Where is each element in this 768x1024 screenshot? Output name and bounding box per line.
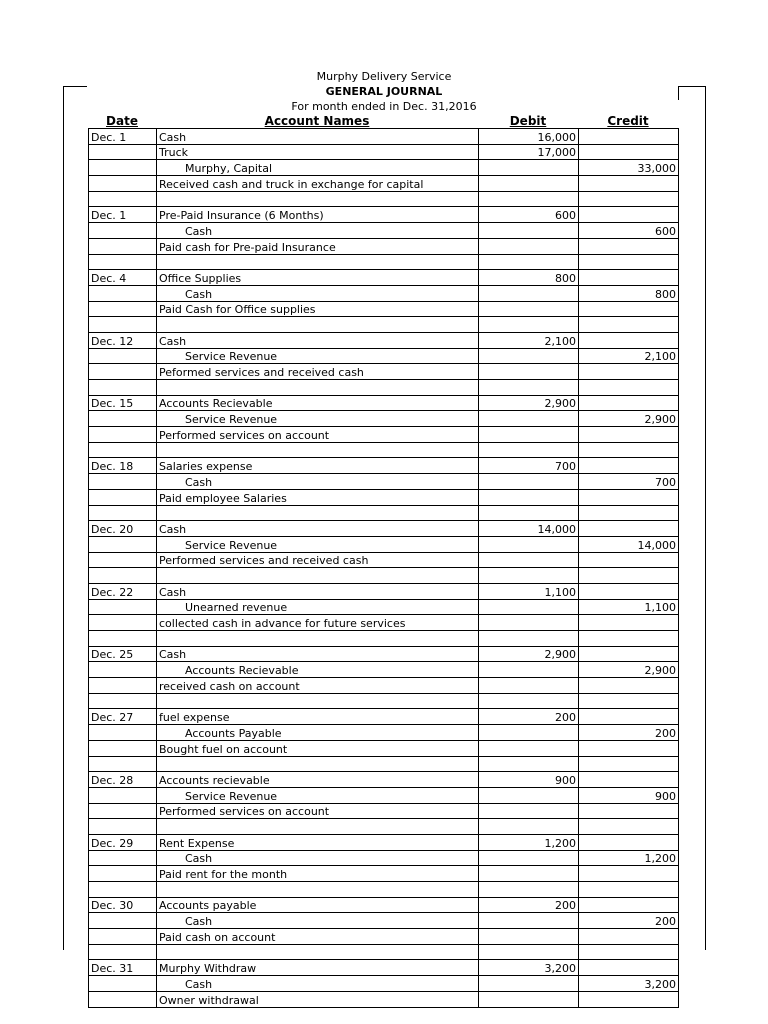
table-row bbox=[89, 913, 679, 929]
debit-cell bbox=[479, 536, 579, 552]
table-row bbox=[89, 725, 679, 741]
date-cell: Dec. 25 bbox=[89, 646, 157, 662]
credit-cell bbox=[579, 991, 679, 1007]
debit-cell: 14,000 bbox=[479, 521, 579, 537]
journal-body bbox=[89, 129, 679, 1008]
table-row bbox=[89, 348, 679, 364]
blank-cell bbox=[579, 756, 679, 772]
blank-cell bbox=[579, 568, 679, 584]
table-row bbox=[89, 834, 679, 850]
blank-row bbox=[89, 317, 679, 333]
credit-cell: 200 bbox=[579, 725, 679, 741]
account-cell: Accounts payable bbox=[157, 897, 479, 913]
blank-cell bbox=[579, 693, 679, 709]
debit-cell: 800 bbox=[479, 270, 579, 286]
credit-cell: 600 bbox=[579, 223, 679, 239]
credit-cell bbox=[579, 270, 679, 286]
credit-cell: 2,900 bbox=[579, 411, 679, 427]
date-cell bbox=[89, 991, 157, 1007]
blank-cell bbox=[479, 505, 579, 521]
credit-cell: 900 bbox=[579, 787, 679, 803]
blank-row bbox=[89, 631, 679, 647]
blank-cell bbox=[479, 631, 579, 647]
date-cell bbox=[89, 929, 157, 945]
blank-cell bbox=[157, 380, 479, 396]
table-row bbox=[89, 207, 679, 223]
date-cell bbox=[89, 238, 157, 254]
debit-cell bbox=[479, 976, 579, 992]
date-cell: Dec. 1 bbox=[89, 207, 157, 223]
account-cell: Cash bbox=[157, 976, 479, 992]
blank-cell bbox=[157, 568, 479, 584]
memo-row bbox=[89, 364, 679, 380]
account-cell: Unearned revenue bbox=[157, 599, 479, 615]
blank-cell bbox=[479, 882, 579, 898]
debit-cell bbox=[479, 740, 579, 756]
credit-cell bbox=[579, 129, 679, 145]
date-cell bbox=[89, 913, 157, 929]
date-cell bbox=[89, 850, 157, 866]
account-cell: Accounts Recievable bbox=[157, 395, 479, 411]
company-name: Murphy Delivery Service bbox=[316, 70, 452, 83]
credit-cell bbox=[579, 583, 679, 599]
table-row bbox=[89, 144, 679, 160]
memo-cell: Received cash and truck in exchange for capital bbox=[157, 176, 479, 192]
credit-cell bbox=[579, 364, 679, 380]
credit-cell: 1,200 bbox=[579, 850, 679, 866]
memo-cell: Paid cash on account bbox=[157, 929, 479, 945]
memo-cell: Owner withdrawal bbox=[157, 991, 479, 1007]
date-cell bbox=[89, 678, 157, 694]
column-header-account: Account Names bbox=[264, 114, 370, 128]
account-cell: Cash bbox=[157, 913, 479, 929]
credit-cell bbox=[579, 521, 679, 537]
date-cell bbox=[89, 599, 157, 615]
account-cell: Cash bbox=[157, 583, 479, 599]
blank-row bbox=[89, 191, 679, 207]
blank-cell bbox=[89, 191, 157, 207]
credit-cell bbox=[579, 709, 679, 725]
blank-cell bbox=[479, 442, 579, 458]
blank-cell bbox=[157, 944, 479, 960]
memo-row bbox=[89, 866, 679, 882]
memo-row bbox=[89, 427, 679, 443]
blank-cell bbox=[579, 380, 679, 396]
credit-cell bbox=[579, 332, 679, 348]
account-cell: Pre-Paid Insurance (6 Months) bbox=[157, 207, 479, 223]
blank-row bbox=[89, 882, 679, 898]
memo-cell: Paid rent for the month bbox=[157, 866, 479, 882]
blank-row bbox=[89, 442, 679, 458]
credit-cell bbox=[579, 238, 679, 254]
blank-cell bbox=[157, 631, 479, 647]
blank-cell bbox=[89, 882, 157, 898]
blank-cell bbox=[157, 819, 479, 835]
date-cell bbox=[89, 489, 157, 505]
date-cell bbox=[89, 176, 157, 192]
blank-cell bbox=[579, 819, 679, 835]
memo-row bbox=[89, 803, 679, 819]
account-cell: Cash bbox=[157, 850, 479, 866]
account-cell: Cash bbox=[157, 646, 479, 662]
account-cell: Service Revenue bbox=[157, 348, 479, 364]
blank-cell bbox=[579, 505, 679, 521]
table-row bbox=[89, 474, 679, 490]
blank-cell bbox=[157, 254, 479, 270]
debit-cell: 1,200 bbox=[479, 834, 579, 850]
credit-cell bbox=[579, 176, 679, 192]
date-cell bbox=[89, 411, 157, 427]
debit-cell: 3,200 bbox=[479, 960, 579, 976]
blank-cell bbox=[89, 442, 157, 458]
table-row bbox=[89, 850, 679, 866]
blank-cell bbox=[579, 944, 679, 960]
date-cell: Dec. 1 bbox=[89, 129, 157, 145]
blank-cell bbox=[89, 317, 157, 333]
date-cell bbox=[89, 285, 157, 301]
credit-cell: 2,100 bbox=[579, 348, 679, 364]
blank-row bbox=[89, 568, 679, 584]
memo-cell: Bought fuel on account bbox=[157, 740, 479, 756]
date-cell bbox=[89, 144, 157, 160]
memo-cell: Performed services and received cash bbox=[157, 552, 479, 568]
debit-cell bbox=[479, 991, 579, 1007]
blank-row bbox=[89, 944, 679, 960]
date-cell bbox=[89, 662, 157, 678]
account-cell: Service Revenue bbox=[157, 787, 479, 803]
blank-cell bbox=[479, 944, 579, 960]
credit-cell: 2,900 bbox=[579, 662, 679, 678]
table-row bbox=[89, 160, 679, 176]
memo-row bbox=[89, 301, 679, 317]
debit-cell bbox=[479, 552, 579, 568]
debit-cell: 200 bbox=[479, 709, 579, 725]
table-row bbox=[89, 662, 679, 678]
table-row bbox=[89, 787, 679, 803]
blank-cell bbox=[579, 442, 679, 458]
date-cell: Dec. 30 bbox=[89, 897, 157, 913]
credit-cell: 1,100 bbox=[579, 599, 679, 615]
blank-row bbox=[89, 254, 679, 270]
credit-cell bbox=[579, 897, 679, 913]
debit-cell bbox=[479, 489, 579, 505]
blank-cell bbox=[579, 191, 679, 207]
table-row bbox=[89, 411, 679, 427]
blank-cell bbox=[89, 254, 157, 270]
debit-cell bbox=[479, 238, 579, 254]
date-cell: Dec. 27 bbox=[89, 709, 157, 725]
date-cell bbox=[89, 348, 157, 364]
account-cell: Accounts recievable bbox=[157, 772, 479, 788]
date-cell bbox=[89, 740, 157, 756]
debit-cell: 2,900 bbox=[479, 646, 579, 662]
blank-row bbox=[89, 693, 679, 709]
memo-row bbox=[89, 678, 679, 694]
account-cell: Salaries expense bbox=[157, 458, 479, 474]
blank-cell bbox=[579, 254, 679, 270]
blank-row bbox=[89, 819, 679, 835]
blank-cell bbox=[89, 693, 157, 709]
date-cell: Dec. 28 bbox=[89, 772, 157, 788]
account-cell: Murphy, Capital bbox=[157, 160, 479, 176]
date-cell bbox=[89, 474, 157, 490]
blank-cell bbox=[579, 882, 679, 898]
debit-cell bbox=[479, 850, 579, 866]
blank-row bbox=[89, 505, 679, 521]
credit-cell: 3,200 bbox=[579, 976, 679, 992]
debit-cell: 700 bbox=[479, 458, 579, 474]
blank-cell bbox=[479, 317, 579, 333]
debit-cell bbox=[479, 285, 579, 301]
debit-cell bbox=[479, 615, 579, 631]
debit-cell bbox=[479, 223, 579, 239]
debit-cell: 200 bbox=[479, 897, 579, 913]
frame-left-top bbox=[63, 86, 87, 87]
credit-cell bbox=[579, 615, 679, 631]
blank-cell bbox=[157, 756, 479, 772]
date-cell bbox=[89, 427, 157, 443]
table-row bbox=[89, 583, 679, 599]
blank-cell bbox=[89, 568, 157, 584]
memo-row bbox=[89, 489, 679, 505]
debit-cell bbox=[479, 678, 579, 694]
debit-cell bbox=[479, 866, 579, 882]
blank-cell bbox=[89, 631, 157, 647]
account-cell: Cash bbox=[157, 223, 479, 239]
account-cell: Truck bbox=[157, 144, 479, 160]
table-row bbox=[89, 285, 679, 301]
credit-cell bbox=[579, 489, 679, 505]
blank-cell bbox=[479, 254, 579, 270]
debit-cell: 17,000 bbox=[479, 144, 579, 160]
memo-cell: received cash on account bbox=[157, 678, 479, 694]
debit-cell bbox=[479, 662, 579, 678]
credit-cell: 800 bbox=[579, 285, 679, 301]
date-cell bbox=[89, 615, 157, 631]
memo-cell: collected cash in advance for future services bbox=[157, 615, 479, 631]
debit-cell: 16,000 bbox=[479, 129, 579, 145]
memo-cell: Performed services on account bbox=[157, 803, 479, 819]
debit-cell bbox=[479, 599, 579, 615]
debit-cell bbox=[479, 929, 579, 945]
table-row bbox=[89, 332, 679, 348]
table-row bbox=[89, 270, 679, 286]
blank-cell bbox=[579, 631, 679, 647]
table-row bbox=[89, 646, 679, 662]
memo-cell: Paid employee Salaries bbox=[157, 489, 479, 505]
debit-cell bbox=[479, 787, 579, 803]
column-header-date: Date bbox=[106, 114, 138, 128]
memo-row bbox=[89, 238, 679, 254]
journal-title: GENERAL JOURNAL bbox=[325, 85, 443, 98]
credit-cell bbox=[579, 552, 679, 568]
debit-cell: 2,900 bbox=[479, 395, 579, 411]
account-cell: Cash bbox=[157, 521, 479, 537]
account-cell: Cash bbox=[157, 474, 479, 490]
blank-cell bbox=[157, 505, 479, 521]
account-cell: Accounts Payable bbox=[157, 725, 479, 741]
date-cell bbox=[89, 536, 157, 552]
account-cell: Service Revenue bbox=[157, 536, 479, 552]
journal-table bbox=[88, 128, 679, 1008]
debit-cell bbox=[479, 474, 579, 490]
debit-cell bbox=[479, 411, 579, 427]
memo-cell: Performed services on account bbox=[157, 427, 479, 443]
date-cell bbox=[89, 866, 157, 882]
date-cell: Dec. 31 bbox=[89, 960, 157, 976]
frame-right-tick bbox=[678, 86, 679, 100]
account-cell: Cash bbox=[157, 332, 479, 348]
memo-cell: Peformed services and received cash bbox=[157, 364, 479, 380]
date-cell bbox=[89, 787, 157, 803]
credit-cell bbox=[579, 458, 679, 474]
credit-cell bbox=[579, 803, 679, 819]
debit-cell: 2,100 bbox=[479, 332, 579, 348]
account-cell: Cash bbox=[157, 129, 479, 145]
date-cell bbox=[89, 803, 157, 819]
credit-cell bbox=[579, 144, 679, 160]
frame-left-border bbox=[63, 86, 64, 950]
date-cell bbox=[89, 160, 157, 176]
date-cell: Dec. 18 bbox=[89, 458, 157, 474]
column-header-credit: Credit bbox=[607, 114, 649, 128]
table-row bbox=[89, 458, 679, 474]
column-header-debit: Debit bbox=[509, 114, 547, 128]
blank-cell bbox=[157, 882, 479, 898]
debit-cell: 1,100 bbox=[479, 583, 579, 599]
debit-cell: 900 bbox=[479, 772, 579, 788]
debit-cell bbox=[479, 427, 579, 443]
debit-cell bbox=[479, 348, 579, 364]
date-cell bbox=[89, 976, 157, 992]
memo-row bbox=[89, 176, 679, 192]
blank-cell bbox=[89, 819, 157, 835]
credit-cell bbox=[579, 301, 679, 317]
credit-cell: 200 bbox=[579, 913, 679, 929]
credit-cell bbox=[579, 740, 679, 756]
credit-cell bbox=[579, 207, 679, 223]
date-cell bbox=[89, 725, 157, 741]
memo-cell: Paid cash for Pre-paid Insurance bbox=[157, 238, 479, 254]
memo-row bbox=[89, 552, 679, 568]
memo-row bbox=[89, 929, 679, 945]
credit-cell bbox=[579, 646, 679, 662]
blank-cell bbox=[479, 693, 579, 709]
frame-right-top bbox=[678, 86, 705, 87]
period-label: For month ended in Dec. 31,2016 bbox=[291, 100, 477, 113]
blank-cell bbox=[157, 442, 479, 458]
credit-cell: 33,000 bbox=[579, 160, 679, 176]
table-row bbox=[89, 897, 679, 913]
blank-cell bbox=[89, 505, 157, 521]
account-cell: Service Revenue bbox=[157, 411, 479, 427]
credit-cell: 14,000 bbox=[579, 536, 679, 552]
table-row bbox=[89, 709, 679, 725]
date-cell: Dec. 22 bbox=[89, 583, 157, 599]
blank-cell bbox=[157, 317, 479, 333]
account-cell: Rent Expense bbox=[157, 834, 479, 850]
blank-cell bbox=[479, 819, 579, 835]
blank-row bbox=[89, 380, 679, 396]
table-row bbox=[89, 772, 679, 788]
credit-cell bbox=[579, 866, 679, 882]
credit-cell: 700 bbox=[579, 474, 679, 490]
blank-cell bbox=[157, 191, 479, 207]
blank-cell bbox=[89, 756, 157, 772]
blank-cell bbox=[89, 380, 157, 396]
table-row bbox=[89, 599, 679, 615]
debit-cell bbox=[479, 803, 579, 819]
debit-cell bbox=[479, 301, 579, 317]
table-row bbox=[89, 395, 679, 411]
table-row bbox=[89, 536, 679, 552]
account-cell: Cash bbox=[157, 285, 479, 301]
blank-cell bbox=[479, 380, 579, 396]
blank-cell bbox=[479, 191, 579, 207]
credit-cell bbox=[579, 929, 679, 945]
date-cell: Dec. 15 bbox=[89, 395, 157, 411]
debit-cell: 600 bbox=[479, 207, 579, 223]
credit-cell bbox=[579, 427, 679, 443]
debit-cell bbox=[479, 725, 579, 741]
date-cell bbox=[89, 301, 157, 317]
table-row bbox=[89, 223, 679, 239]
blank-cell bbox=[479, 756, 579, 772]
account-cell: fuel expense bbox=[157, 709, 479, 725]
date-cell: Dec. 12 bbox=[89, 332, 157, 348]
credit-cell bbox=[579, 395, 679, 411]
memo-row bbox=[89, 740, 679, 756]
date-cell: Dec. 20 bbox=[89, 521, 157, 537]
blank-cell bbox=[89, 944, 157, 960]
debit-cell bbox=[479, 160, 579, 176]
credit-cell bbox=[579, 772, 679, 788]
account-cell: Office Supplies bbox=[157, 270, 479, 286]
date-cell: Dec. 29 bbox=[89, 834, 157, 850]
account-cell: Accounts Recievable bbox=[157, 662, 479, 678]
debit-cell bbox=[479, 176, 579, 192]
date-cell bbox=[89, 552, 157, 568]
debit-cell bbox=[479, 364, 579, 380]
credit-cell bbox=[579, 960, 679, 976]
date-cell: Dec. 4 bbox=[89, 270, 157, 286]
account-cell: Murphy Withdraw bbox=[157, 960, 479, 976]
table-row bbox=[89, 976, 679, 992]
table-row bbox=[89, 129, 679, 145]
blank-cell bbox=[579, 317, 679, 333]
credit-cell bbox=[579, 678, 679, 694]
table-row bbox=[89, 960, 679, 976]
date-cell bbox=[89, 223, 157, 239]
frame-right-border bbox=[705, 86, 706, 950]
date-cell bbox=[89, 364, 157, 380]
memo-row bbox=[89, 991, 679, 1007]
memo-cell: Paid Cash for Office supplies bbox=[157, 301, 479, 317]
memo-row bbox=[89, 615, 679, 631]
blank-cell bbox=[479, 568, 579, 584]
blank-cell bbox=[157, 693, 479, 709]
blank-row bbox=[89, 756, 679, 772]
credit-cell bbox=[579, 834, 679, 850]
debit-cell bbox=[479, 913, 579, 929]
table-row bbox=[89, 521, 679, 537]
